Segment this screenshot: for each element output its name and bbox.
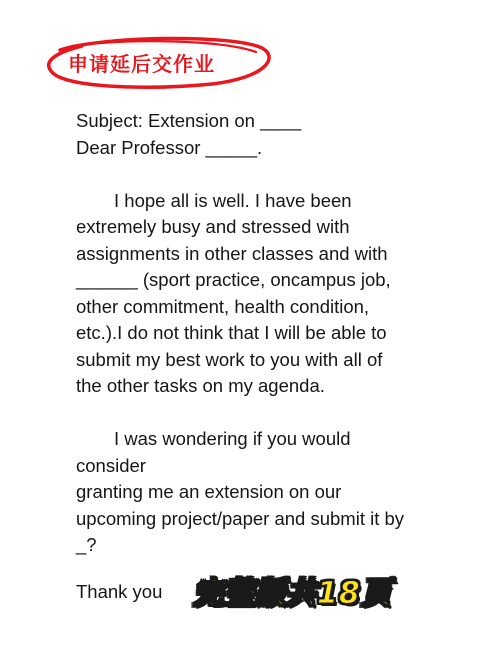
paragraph-line: _? — [76, 534, 97, 555]
paragraph-line: consider — [76, 454, 146, 476]
paragraph-gap — [76, 400, 466, 427]
closing-text: Thank you — [76, 581, 163, 602]
paragraph-line: other commitment, health condition, — [76, 295, 370, 317]
subject-line: Subject: Extension on ____ — [76, 110, 302, 131]
paragraph-line: I was wondering if you would — [114, 428, 351, 449]
salutation: Dear Professor _____. — [76, 136, 263, 158]
paragraph-line: upcoming project/paper and submit it by — [76, 507, 405, 529]
promo-banner: 完整版共18页 — [193, 576, 392, 611]
page-title: 申请延后交作业 — [68, 52, 215, 76]
title-badge — [42, 34, 274, 90]
paragraph-line: submit my best work to you with all of — [76, 348, 383, 370]
paragraph-line: the other tasks on my agenda. — [76, 375, 325, 396]
paragraph-gap — [76, 161, 466, 188]
paragraph-line: extremely busy and stressed with — [76, 216, 350, 237]
paragraph-1 — [76, 188, 466, 400]
paragraph-line: I hope all is well. I have been — [114, 189, 352, 211]
paragraph-line: assignments in other classes and with — [76, 242, 388, 264]
letter-body — [76, 108, 466, 559]
paragraph-2 — [76, 426, 466, 559]
paragraph-line: ______ (sport practice, oncampus job, — [76, 269, 391, 290]
paragraph-line: granting me an extension on our — [76, 481, 342, 502]
paragraph-line: etc.).I do not think that I will be able to — [76, 322, 387, 343]
